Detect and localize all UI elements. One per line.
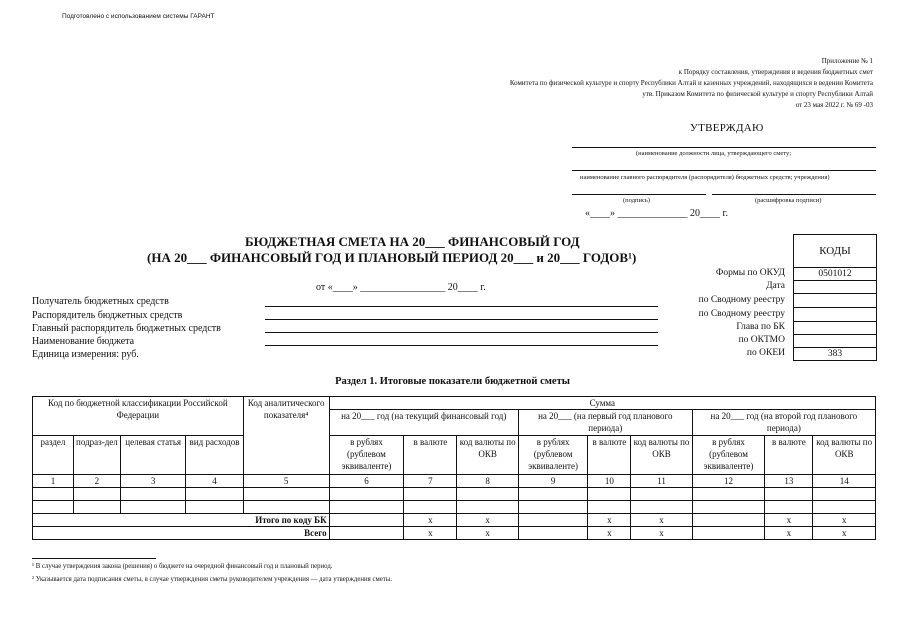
- org-caption: наименование главного распорядителя (распорядителя) бюджетных средств; учреждения): [580, 174, 830, 181]
- position-caption: (наименование должности лица, утверждающего смету;: [636, 150, 792, 157]
- h-val-3: в валюте: [765, 436, 813, 475]
- x-mark: x: [588, 527, 631, 540]
- h-current-year: на 20___ год (на текущий финансовый год): [329, 410, 518, 436]
- label-oktmo: по ОКТМО: [738, 335, 785, 345]
- decoding-caption: (расшифровка подписи): [755, 197, 822, 204]
- distributor-line: [265, 319, 658, 320]
- code-oktmo: [794, 334, 876, 347]
- summary-table: [32, 396, 876, 540]
- signature-caption: (подпись): [623, 197, 650, 204]
- x-mark: x: [457, 527, 518, 540]
- h-code: Код аналитического показателя⁴: [243, 397, 329, 475]
- col-num: 7: [404, 475, 457, 488]
- x-mark: x: [631, 514, 692, 527]
- footnote-divider: [32, 558, 156, 559]
- label-reestr-1: по Сводному реестру: [698, 295, 785, 305]
- code-reestr-1: [794, 293, 876, 307]
- h-vid: вид расходов: [186, 436, 243, 475]
- h-rub-1: в рублях (рублевом эквиваленте): [329, 436, 404, 475]
- vsego-label: Всего: [33, 527, 330, 540]
- h-val-1: в валюте: [404, 436, 457, 475]
- table-row: [33, 488, 876, 501]
- itogo-row: [33, 514, 876, 527]
- code-okei: 383: [794, 347, 876, 360]
- signature-line: [572, 194, 706, 195]
- x-mark: x: [404, 514, 457, 527]
- field-budget-name: Наименование бюджета: [32, 336, 135, 347]
- position-line: [572, 147, 876, 148]
- label-reestr-2: по Сводному реестру: [698, 309, 785, 319]
- x-mark: x: [813, 514, 876, 527]
- h-podrazdel: подраз-дел: [73, 436, 120, 475]
- h-okv-1: код валюты по ОКВ: [457, 436, 518, 475]
- code-glava: [794, 321, 876, 334]
- approve-title: УТВЕРЖДАЮ: [690, 122, 764, 134]
- label-okei: по ОКЕИ: [746, 348, 785, 358]
- col-num: 6: [329, 475, 404, 488]
- approve-date-line: «____» ______________ 20____ г.: [585, 208, 728, 219]
- doc-date-line: от «____» _________________ 20____ г.: [316, 282, 486, 293]
- h-bk: Код по бюджетной классификации Российской Федерации: [33, 397, 244, 436]
- h-okv-2: код валюты по ОКВ: [631, 436, 692, 475]
- appendix-line-1: Приложение № 1: [821, 57, 873, 65]
- h-rub-2: в рублях (рублевом эквиваленте): [518, 436, 588, 475]
- h-second-year: на 20___ год (на второй год планового периода): [692, 410, 875, 436]
- h-article: целевая статья: [120, 436, 185, 475]
- col-num: 5: [243, 475, 329, 488]
- h-first-year: на 20___ (на первый год планового периода): [518, 410, 692, 436]
- x-mark: x: [457, 514, 518, 527]
- decoding-line: [712, 194, 876, 195]
- label-glava: Глава по БК: [736, 322, 785, 332]
- section-title: Раздел 1. Итоговые показатели бюджетной сметы: [335, 376, 570, 387]
- h-sum: Сумма: [329, 397, 875, 410]
- table-row: [33, 501, 876, 514]
- appendix-line-5: от 23 мая 2022 г. № 69 -03: [795, 101, 873, 109]
- col-num: 1: [33, 475, 74, 488]
- col-num: 10: [588, 475, 631, 488]
- field-recipient: Получатель бюджетных средств: [32, 296, 169, 307]
- code-reestr-2: [794, 307, 876, 321]
- field-unit: Единица измерения: руб.: [32, 349, 139, 360]
- col-num: 14: [813, 475, 876, 488]
- number-row: [33, 475, 876, 488]
- doc-title-line1: БЮДЖЕТНАЯ СМЕТА НА 20___ ФИНАНСОВЫЙ ГОД: [245, 234, 580, 249]
- x-mark: x: [588, 514, 631, 527]
- garant-note: Подготовлено с использованием системы ГАРАНТ: [62, 13, 215, 20]
- appendix-line-2: к Порядку составления, утверждения и ведения бюджетных смет: [678, 68, 873, 76]
- x-mark: x: [631, 527, 692, 540]
- col-num: 11: [631, 475, 692, 488]
- col-num: 2: [73, 475, 120, 488]
- field-main-distributor: Главный распорядитель бюджетных средств: [32, 323, 221, 334]
- footnote-2: ² Указывается дата подписания сметы, в случае утверждения сметы руководителем учреждения — дата утверждения сметы.: [32, 576, 393, 583]
- itogo-label: Итого по коду БК: [33, 514, 330, 527]
- code-date: [794, 280, 876, 293]
- codes-box: [793, 234, 877, 361]
- h-val-2: в валюте: [588, 436, 631, 475]
- x-mark: x: [404, 527, 457, 540]
- col-num: 13: [765, 475, 813, 488]
- footnote-1: ¹ В случае утверждения закона (решения) о бюджете на очередной финансовый год и плановый период.: [32, 563, 333, 570]
- col-num: 9: [518, 475, 588, 488]
- label-okud: Формы по ОКУД: [715, 268, 785, 278]
- appendix-line-4: утв. Приказом Комитета по физической культуре и спорту Республики Алтай: [642, 90, 873, 98]
- code-okud: 0501012: [794, 267, 876, 280]
- field-distributor: Распорядитель бюджетных средств: [32, 310, 183, 321]
- col-num: 3: [120, 475, 185, 488]
- codes-header: КОДЫ: [819, 245, 851, 257]
- label-date: Дата: [766, 281, 785, 291]
- col-num: 8: [457, 475, 518, 488]
- vsego-row: [33, 527, 876, 540]
- col-num: 4: [186, 475, 243, 488]
- doc-title-line2: (НА 20___ ФИНАНСОВЫЙ ГОД И ПЛАНОВЫЙ ПЕРИОД 20___ и 20___ ГОДОВ¹): [147, 250, 637, 265]
- x-mark: x: [765, 514, 813, 527]
- h-okv-3: код валюты по ОКВ: [813, 436, 876, 475]
- appendix-line-3: Комитета по физической культуре и спорту Республики Алтай и казенных учреждений, находящихся в ведении Комитета: [509, 79, 873, 87]
- recipient-line: [265, 306, 658, 307]
- x-mark: x: [813, 527, 876, 540]
- h-razdel: раздел: [33, 436, 74, 475]
- h-rub-3: в рублях (рублевом эквиваленте): [692, 436, 765, 475]
- budget-name-line: [265, 345, 658, 346]
- main-distributor-line: [265, 332, 658, 333]
- org-line: [572, 170, 876, 171]
- x-mark: x: [765, 527, 813, 540]
- col-num: 12: [692, 475, 765, 488]
